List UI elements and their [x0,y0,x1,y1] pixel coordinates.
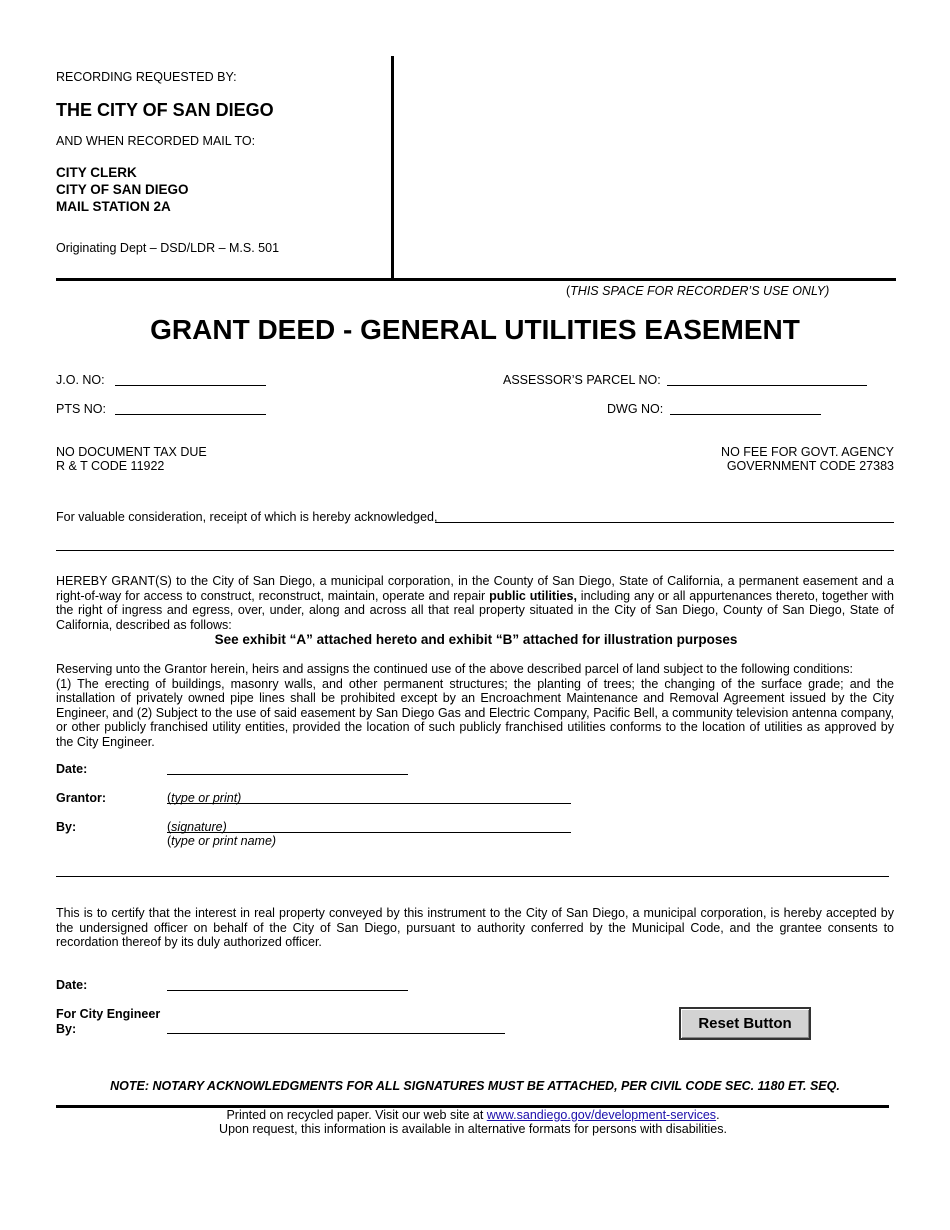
grantor-label: Grantor: [56,791,106,805]
exhibit-reference: See exhibit “A” attached hereto and exhibit “B” attached for illustration purposes [214,632,738,647]
assessors-parcel-label: ASSESSOR’S PARCEL NO: [503,373,661,387]
recorder-note-text: THIS SPACE FOR RECORDER’S USE ONLY) [570,284,830,298]
certification-paragraph: This is to certify that the interest in real property conveyed by this instrument to the City of San Diego, a municipal corporation, is hereby accepted by the undersigned officer on behalf of the City of San Diego, pursuant to authority conferred by the Municipal Code, and the grantee consents to recordation thereof by its duly authorized officer. [56,906,894,950]
grant-paragraph [56,574,894,632]
city-engineer-field[interactable] [167,1033,505,1034]
address-line-3: MAIL STATION 2A [56,199,171,214]
consideration-label: For valuable consideration, receipt of which is hereby acknowledged, [56,510,438,524]
address-line-1: CITY CLERK [56,165,137,180]
footer-line-1 [0,1108,946,1123]
recorder-space-note [566,284,829,299]
header-vertical-divider [391,56,394,280]
signature-field[interactable] [167,832,571,833]
grant-text-part-2: including any or all appurtenances thereto, together with the right of ingress and egress, over, under, along and across all that real property situated in the City of San Diego, County of San Diego, State of California, described as follows: [56,588,895,632]
footer-text: Printed on recycled paper. Visit our web site at [226,1108,487,1122]
cert-date-label: Date: [56,978,88,992]
document-title: GRANT DEED - GENERAL UTILITIES EASEMENT [150,314,800,345]
consideration-field-line-2[interactable] [56,550,894,551]
assessors-parcel-field[interactable] [667,385,867,386]
dwg-no-field[interactable] [670,414,821,415]
recording-requested-label: RECORDING REQUESTED BY: [56,70,237,84]
grant-text-part-1: HEREBY GRANT(S) to the City of San Diego, a municipal corporation, in the County of San Diego, State of California, a permanent easement and a right-of-way for access to construct, reconstruct, maintain, operate and repair [56,574,894,603]
signature-paren: ( [167,820,172,834]
consideration-field[interactable] [435,522,894,523]
pts-no-label: PTS NO: [56,402,107,416]
by-label: By: [56,820,77,834]
pts-no-field[interactable] [115,414,266,415]
website-link[interactable]: www.sandiego.gov/development-services [486,1108,717,1122]
signature-hint-text: signature) [171,820,227,834]
tax-left-line-1: NO DOCUMENT TAX DUE [56,445,207,459]
grantor-field[interactable] [167,803,571,804]
reserving-paragraph [56,662,894,750]
city-engineer-by-label: By: [56,1022,77,1036]
date-field[interactable] [167,774,408,775]
tax-right-line-1: NO FEE FOR GOVT. AGENCY [721,445,894,459]
cert-date-field[interactable] [167,990,408,991]
mail-to-label: AND WHEN RECORDED MAIL TO: [56,134,256,148]
header-bottom-rule [56,278,896,281]
date-label: Date: [56,762,88,776]
footer-line-2: Upon request, this information is available in alternative formats for persons with disabilities. [219,1122,727,1136]
print-name-paren: ( [167,834,172,848]
recorder-paren: ( [566,284,571,298]
grantor-hint-text: type or print) [171,791,242,805]
reserving-intro: Reserving unto the Grantor herein, heirs and assigns the continued use of the above described parcel of land subject to the following conditions: [56,662,854,676]
dwg-no-label: DWG NO: [607,402,664,416]
notary-note: NOTE: NOTARY ACKNOWLEDGMENTS FOR ALL SIGNATURES MUST BE ATTACHED, PER CIVIL CODE SEC. 1180 ET. SEQ. [110,1079,840,1093]
reserving-conditions: (1) The erecting of buildings, masonry walls, and other permanent structures; the planting of trees; the changing of the surface grade; and the installation of privately owned pipe lines shall be prohibited except by an Encroachment Maintenance and Removal Agreement issued by the City Engineer, and (2) Subject to the use of said easement by San Diego Gas and Electric Company, Pacific Bell, a community television antenna company, or other publicly franchised utility entities, provided the location of such publicly franchised utilities conforms to the location of utilities as approved by the City Engineer. [56,676,894,749]
originating-dept: Originating Dept – DSD/LDR – M.S. 501 [56,241,280,255]
print-name-hint [167,834,276,849]
jo-no-label: J.O. NO: [56,373,105,387]
address-line-2: CITY OF SAN DIEGO [56,182,189,197]
reset-button[interactable]: Reset Button [679,1007,811,1040]
city-engineer-label: For City Engineer [56,1007,161,1021]
jo-no-field[interactable] [115,385,266,386]
grantor-paren: ( [167,791,172,805]
print-name-hint-text: type or print name) [171,834,277,848]
grant-text-bold: public utilities, [489,588,577,603]
city-name: THE CITY OF SAN DIEGO [56,100,274,120]
signature-divider [56,876,889,877]
footer-period: . [716,1108,720,1122]
tax-left-line-2: R & T CODE 11922 [56,459,165,473]
tax-right-line-2: GOVERNMENT CODE 27383 [726,459,894,473]
